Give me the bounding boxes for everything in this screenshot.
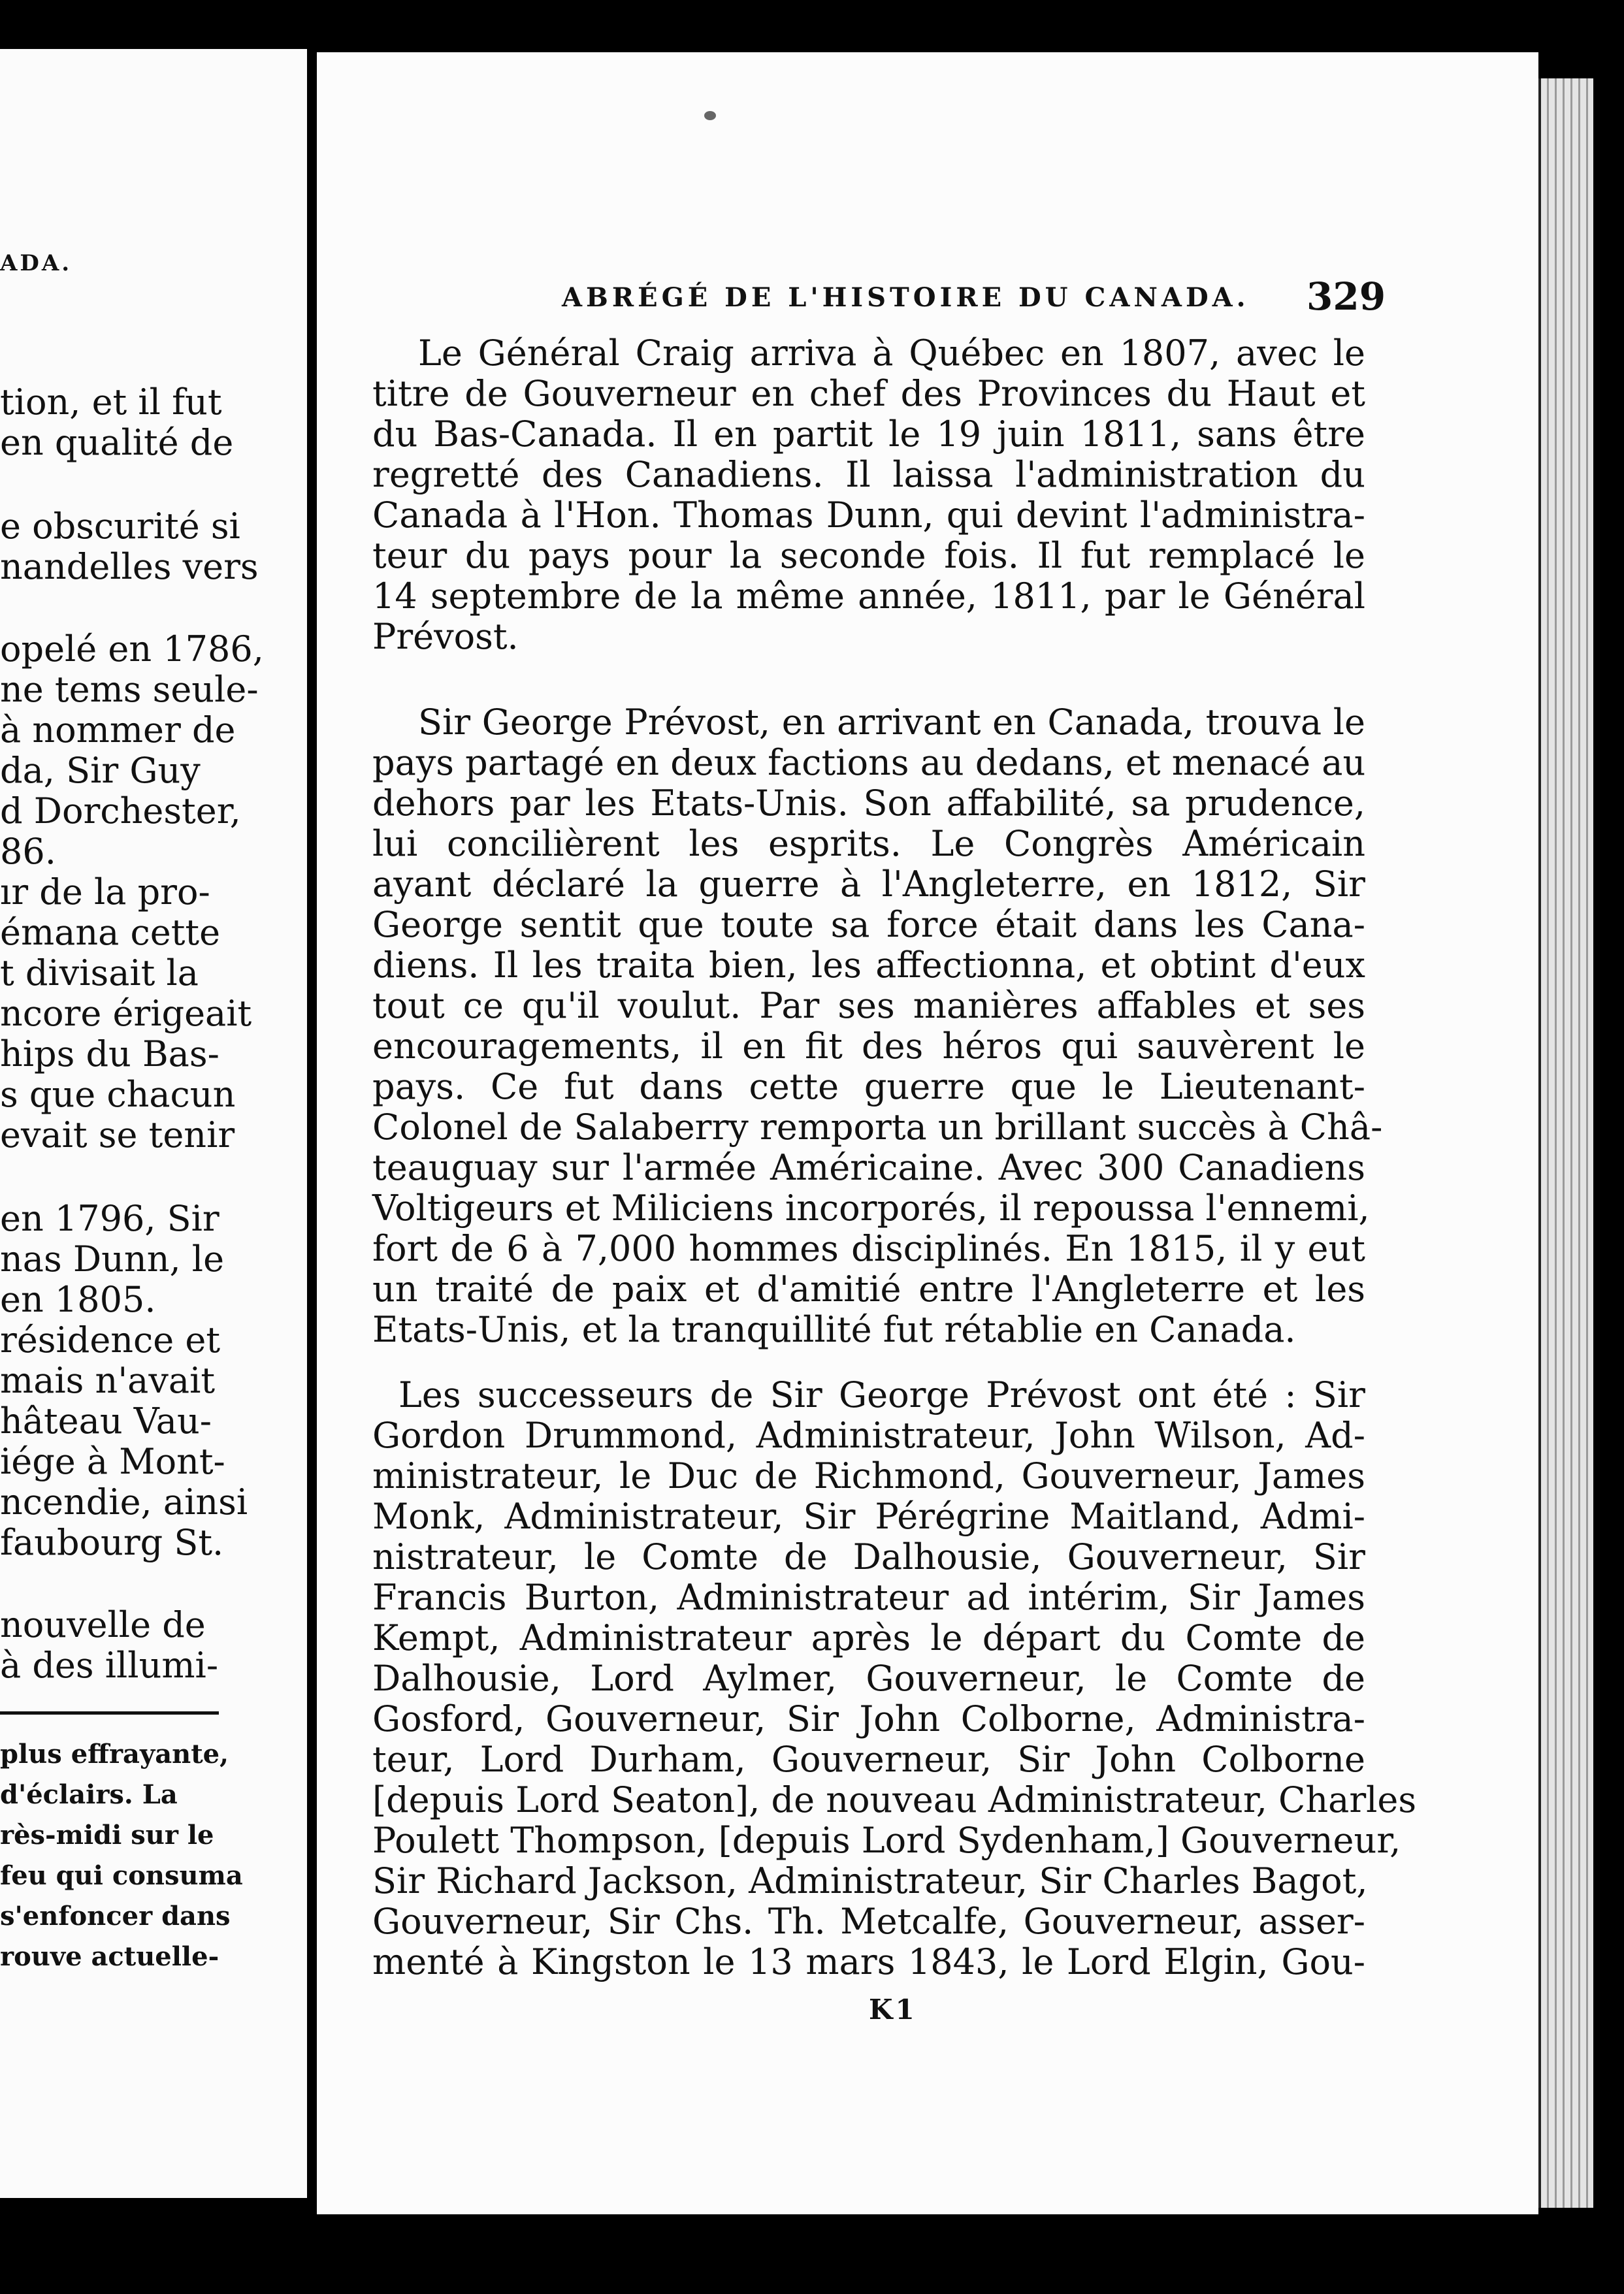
- body-text-line: Prévost.: [372, 616, 519, 657]
- body-text-line: encouragements, il en fit des héros qui sauvèrent le: [372, 1026, 1365, 1067]
- left-text-line: s que chacun: [0, 1074, 236, 1115]
- body-text-line: Voltigeurs et Miliciens incorporés, il repoussa l'ennemi,: [372, 1187, 1370, 1229]
- body-text-line: teauguay sur l'armée Américaine. Avec 300 Canadiens: [372, 1147, 1365, 1188]
- left-text-line: en qualité de: [0, 422, 234, 463]
- body-text-line: Sir Richard Jackson, Administrateur, Sir Charles Bagot,: [372, 1860, 1368, 1901]
- body-text-line: fort de 6 à 7,000 hommes disciplinés. En 1815, il y eut: [372, 1228, 1365, 1269]
- signature-mark: K1: [869, 1994, 917, 2026]
- body-text-line: menté à Kingston le 13 mars 1843, le Lord Elgin, Gou-: [372, 1941, 1365, 1982]
- body-text-line: teur, Lord Durham, Gouverneur, Sir John Colborne: [372, 1739, 1365, 1780]
- left-text-line: evait se tenir: [0, 1114, 235, 1155]
- body-text-line: lui concilièrent les esprits. Le Congrès Américain: [372, 823, 1365, 864]
- left-text-line: faubourg St.: [0, 1522, 224, 1563]
- left-text-line: opelé en 1786,: [0, 628, 264, 670]
- left-text-line: en 1796, Sir: [0, 1198, 219, 1239]
- body-text-line: Canada à l'Hon. Thomas Dunn, qui devint l'administra-: [372, 494, 1365, 536]
- page-number: 329: [1307, 274, 1386, 319]
- body-text-line: Gouverneur, Sir Chs. Th. Metcalfe, Gouverneur, asser-: [372, 1901, 1365, 1942]
- left-page: [0, 49, 307, 2198]
- left-text-line: t divisait la: [0, 952, 199, 994]
- body-text-line: 14 septembre de la même année, 1811, par le Général: [372, 575, 1365, 617]
- body-text-line: Poulett Thompson, [depuis Lord Sydenham,] Gouverneur,: [372, 1820, 1401, 1861]
- left-text-line: ne tems seule-: [0, 669, 259, 710]
- footnote-line: rouve actuelle-: [0, 1941, 219, 1972]
- body-text-line: Gordon Drummond, Administrateur, John Wilson, Ad-: [372, 1415, 1365, 1456]
- body-text-line: ministrateur, le Duc de Richmond, Gouverneur, James: [372, 1455, 1365, 1496]
- left-text-line: ncore érigeait: [0, 993, 252, 1034]
- footnote-line: d'éclairs. La: [0, 1779, 178, 1810]
- left-text-line: 86.: [0, 831, 56, 872]
- body-text-line: un traité de paix et d'amitié entre l'Angleterre et les: [372, 1268, 1365, 1310]
- left-text-line: nandelles vers: [0, 546, 259, 587]
- left-text-line: d Dorchester,: [0, 790, 241, 832]
- body-text-line: du Bas-Canada. Il en partit le 19 juin 1811, sans être: [372, 413, 1365, 455]
- left-text-line: à des illumi-: [0, 1645, 219, 1686]
- body-text-line: titre de Gouverneur en chef des Provinces du Haut et: [372, 373, 1365, 414]
- left-text-line: ır de la pro-: [0, 871, 210, 913]
- footnote-line: feu qui consuma: [0, 1860, 243, 1891]
- body-text-line: Francis Burton, Administrateur ad intérim, Sir James: [372, 1577, 1365, 1618]
- body-text-line: George sentit que toute sa force était dans les Cana-: [372, 904, 1365, 945]
- footnote-line: s'enfoncer dans: [0, 1901, 231, 1931]
- left-running-head: ADA.: [0, 250, 73, 276]
- left-text-line: nas Dunn, le: [0, 1238, 225, 1280]
- left-text-line: ncendie, ainsi: [0, 1481, 248, 1523]
- left-text-line: émana cette: [0, 912, 221, 953]
- body-text-line: regretté des Canadiens. Il laissa l'administration du: [372, 454, 1365, 495]
- body-text-line: Kempt, Administrateur après le départ du Comte de: [372, 1617, 1365, 1658]
- body-text-line: ayant déclaré la guerre à l'Angleterre, en 1812, Sir: [372, 864, 1365, 905]
- running-head: ABRÉGÉ DE L'HISTOIRE DU CANADA.: [562, 282, 1250, 313]
- left-text-line: e obscurité si: [0, 506, 240, 547]
- left-text-line: iége à Mont-: [0, 1441, 225, 1482]
- body-text-line: Gosford, Gouverneur, Sir John Colborne, Administra-: [372, 1698, 1365, 1739]
- left-text-line: en 1805.: [0, 1279, 156, 1320]
- body-text-line: pays partagé en deux factions au dedans, et menacé au: [372, 742, 1366, 783]
- left-text-line: mais n'avait: [0, 1360, 216, 1401]
- body-text-line: Les successeurs de Sir George Prévost ont été : Sir: [398, 1374, 1365, 1415]
- paper-speck: [704, 111, 716, 120]
- body-text-line: dehors par les Etats-Unis. Son affabilité, sa prudence,: [372, 783, 1365, 824]
- body-text-line: Colonel de Salaberry remporta un brillant succès à Châ-: [372, 1107, 1383, 1148]
- body-text-line: nistrateur, le Comte de Dalhousie, Gouverneur, Sir: [372, 1536, 1365, 1577]
- body-text-line: pays. Ce fut dans cette guerre que le Lieutenant-: [372, 1066, 1365, 1107]
- left-text-line: hips du Bas-: [0, 1033, 219, 1074]
- page-edges: [1538, 78, 1593, 2208]
- body-text-line: tout ce qu'il voulut. Par ses manières affables et ses: [372, 985, 1365, 1026]
- body-text-line: Monk, Administrateur, Sir Pérégrine Maitland, Admi-: [372, 1496, 1365, 1537]
- body-text-line: teur du pays pour la seconde fois. Il fut remplacé le: [372, 535, 1365, 576]
- body-text-line: [depuis Lord Seaton], de nouveau Administrateur, Charles: [372, 1779, 1417, 1820]
- left-text-line: da, Sir Guy: [0, 750, 201, 791]
- body-text-line: Le Général Craig arriva à Québec en 1807, avec le: [418, 332, 1365, 374]
- body-text-line: Etats-Unis, et la tranquillité fut rétablie en Canada.: [372, 1309, 1296, 1350]
- left-text-line: tion, et il fut: [0, 381, 222, 423]
- footnote-line: plus effrayante,: [0, 1739, 229, 1769]
- body-text-line: Dalhousie, Lord Aylmer, Gouverneur, le Comte de: [372, 1658, 1365, 1699]
- left-text-line: résidence et: [0, 1319, 221, 1361]
- footnote-rule: [0, 1711, 219, 1715]
- left-text-line: hâteau Vau-: [0, 1400, 212, 1442]
- left-text-line: à nommer de: [0, 709, 236, 751]
- footnote-line: rès-midi sur le: [0, 1820, 214, 1850]
- left-text-line: nouvelle de: [0, 1604, 206, 1645]
- body-text-line: Sir George Prévost, en arrivant en Canada, trouva le: [418, 702, 1365, 743]
- body-text-line: diens. Il les traita bien, les affectionna, et obtint d'eux: [372, 945, 1365, 986]
